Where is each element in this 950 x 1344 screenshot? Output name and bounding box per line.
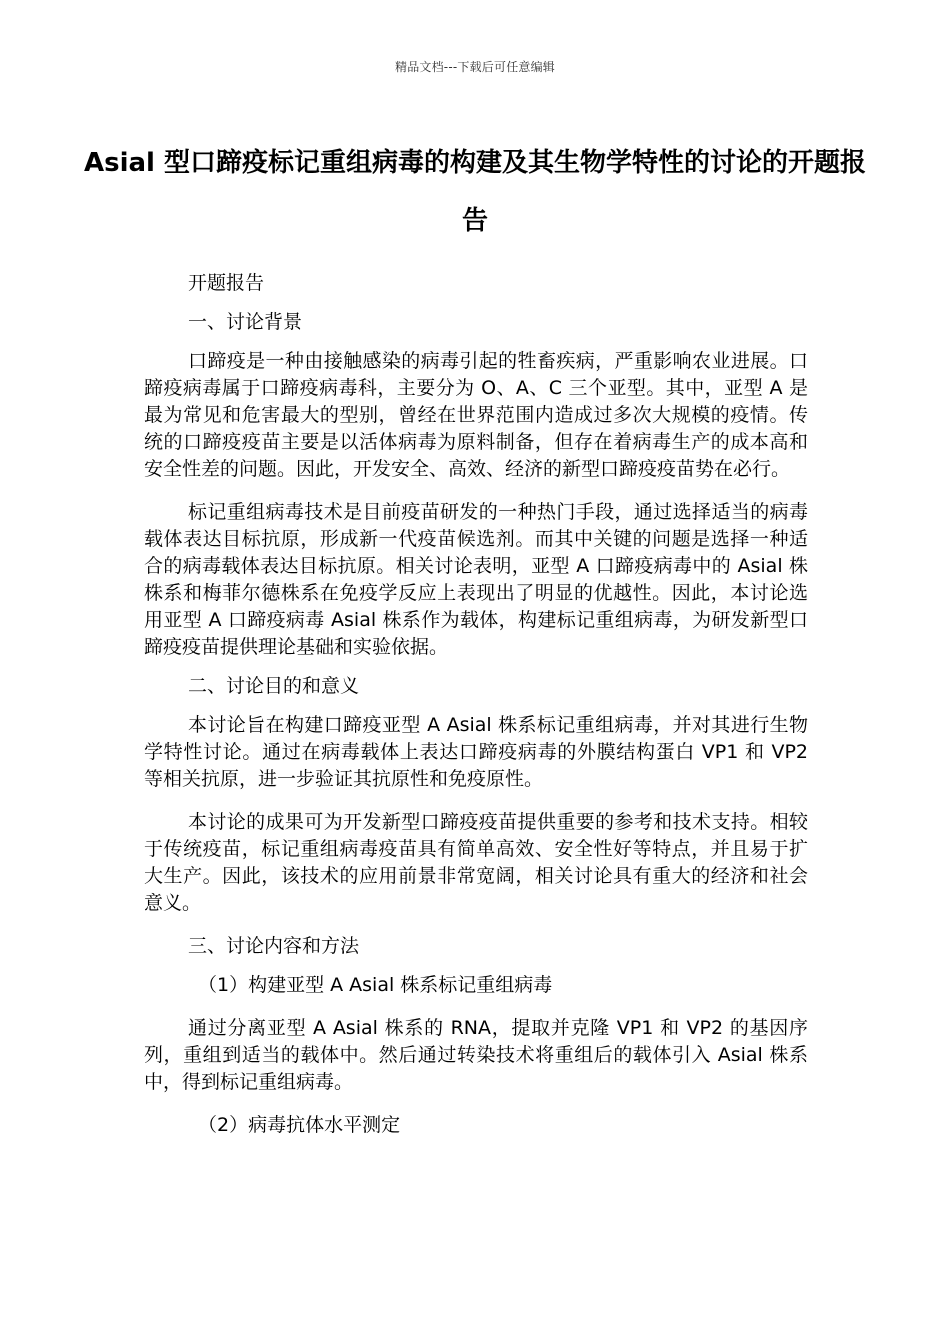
section-heading-methods: 三、讨论内容和方法 (188, 935, 360, 957)
header-note: 精品文档---下载后可任意编辑 (395, 60, 555, 74)
paragraph-background-1: 口蹄疫是一种由接触感染的病毒引起的牲畜疾病，严重影响农业进展。口蹄疫病毒属于口蹄疫病毒科，主要分为 O、A、C 三个亚型。其中，亚型 A 是最为常见和危害最大的型别，曾经在世界范围内造成过多次大规模的疫情。传统的口蹄疫疫苗主要是以活体病毒为原料制备，但存在着病毒生产的成本高和安全性差的问题。因此，开发安全、高效、经济的新型口蹄疫疫苗势在必行。 (144, 350, 808, 480)
section-heading-background: 一、讨论背景 (188, 311, 303, 333)
paragraph-construct: 通过分离亚型 A Asial 株系的 RNA，提取并克隆 VP1 和 VP2 的基因序列，重组到适当的载体中。然后通过转染技术将重组后的载体引入 Asial 株系中，得到标记重组病毒。 (144, 1017, 808, 1093)
subsection-heading-construct: （1）构建亚型 A Asial 株系标记重组病毒 (198, 974, 553, 996)
paragraph-purpose-2: 本讨论的成果可为开发新型口蹄疫疫苗提供重要的参考和技术支持。相较于传统疫苗，标记重组病毒疫苗具有简单高效、安全性好等特点，并且易于扩大生产。因此，该技术的应用前景非常宽阔，相关讨论具有重大的经济和社会意义。 (144, 811, 808, 914)
paragraph-purpose-1: 本讨论旨在构建口蹄疫亚型 A Asial 株系标记重组病毒，并对其进行生物学特性讨论。通过在病毒载体上表达口蹄疫病毒的外膜结构蛋白 VP1 和 VP2 等相关抗原，进一步验证其抗原性和免疫原性。 (144, 714, 808, 790)
section-label: 开题报告 (188, 272, 265, 294)
paragraph-background-2: 标记重组病毒技术是目前疫苗研发的一种热门手段，通过选择适当的病毒载体表达目标抗原，形成新一代疫苗候选剂。而其中关键的问题是选择一种适合的病毒载体表达目标抗原。相关讨论表明，亚型 A 口蹄疫病毒中的 Asial 株株系和梅菲尔德株系在免疫学反应上表现出了明显的优越性。因此，本讨论选用亚型 A 口蹄疫病毒 Asial 株系作为载体，构建标记重组病毒，为研发新型口蹄疫疫苗提供理论基础和实验依据。 (144, 501, 808, 658)
subsection-heading-antibody: （2）病毒抗体水平测定 (198, 1114, 401, 1136)
document-body (144, 270, 808, 1139)
document-title: Asial 型口蹄疫标记重组病毒的构建及其生物学特性的讨论的开题报告 (83, 148, 867, 236)
section-heading-purpose: 二、讨论目的和意义 (188, 675, 360, 697)
